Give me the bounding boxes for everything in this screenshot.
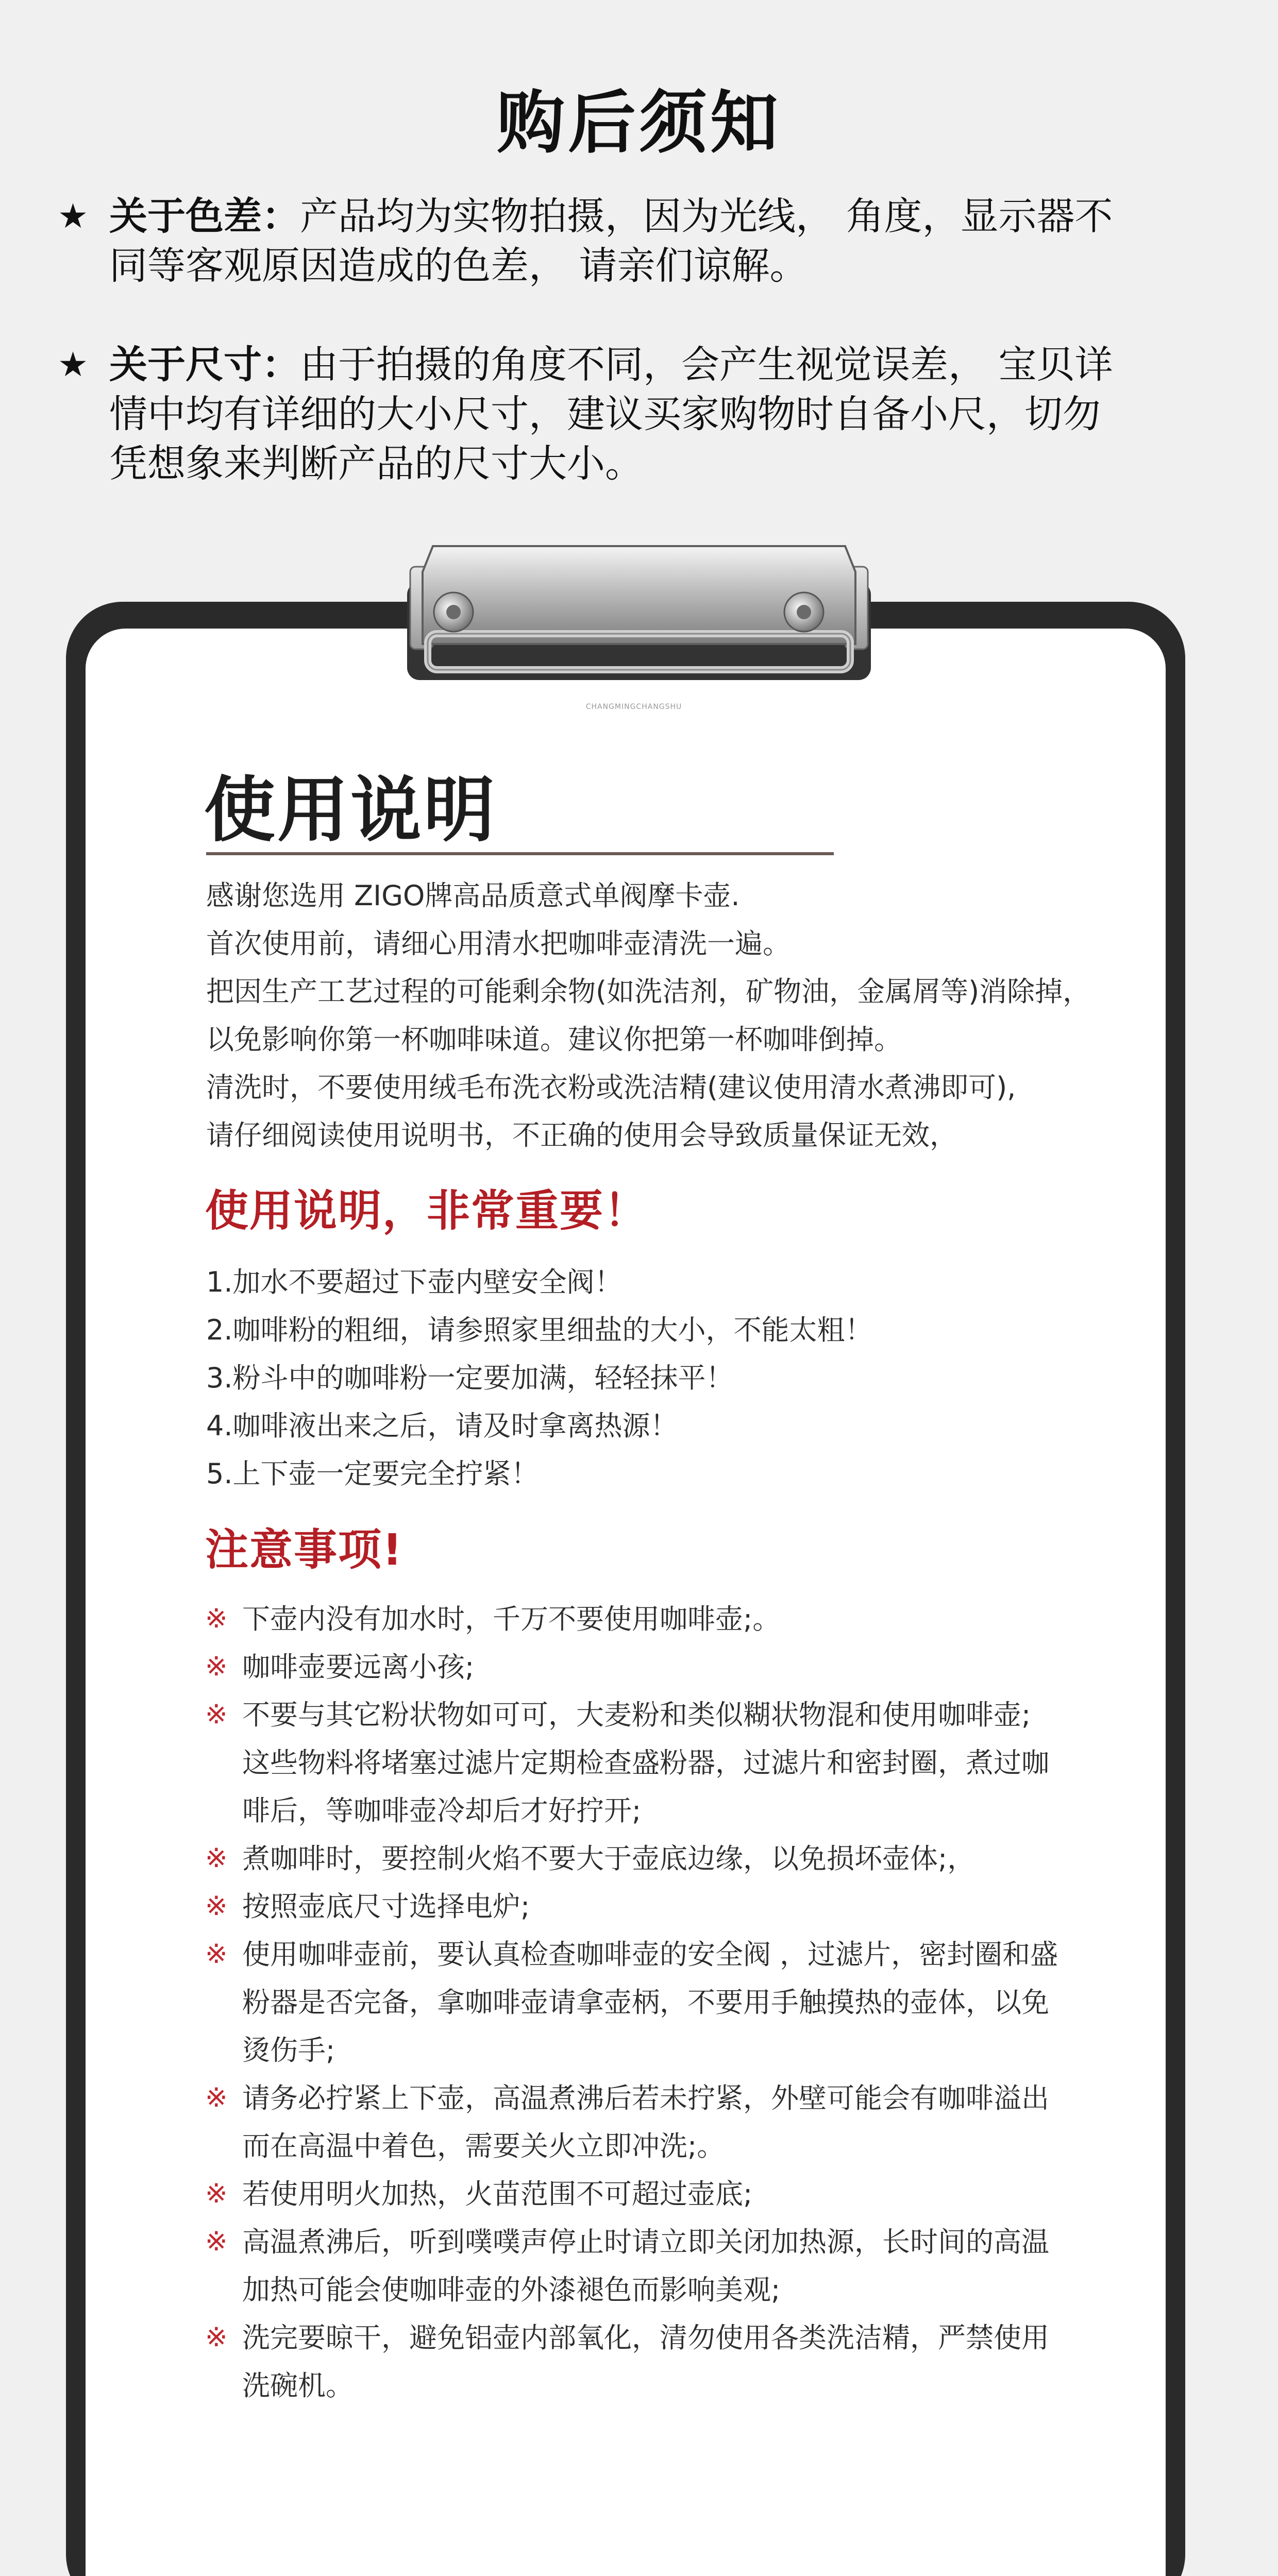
step-item: 2.咖啡粉的粗细，请参照家里细盐的大小，不能太粗！ — [206, 1314, 873, 1346]
caution-line: 粉器是否完备，拿咖啡壶请拿壶柄，不要用手触摸热的壶体，以免 — [242, 1986, 1049, 2019]
caution-item — [205, 2314, 1133, 2410]
step-item: 4.咖啡液出来之后，请及时拿离热源！ — [206, 1410, 678, 1442]
notice-item-text: 由于拍摄的角度不同，会产生视觉误差， 宝贝详 — [300, 343, 1113, 387]
notice-item-body — [109, 192, 1186, 291]
reference-mark-icon: ※ — [205, 2226, 228, 2257]
notice-item-color — [58, 192, 1186, 291]
caution-line: 使用咖啡壶前，要认真检查咖啡壶的安全阀 ，过滤片，密封圈和盛 — [242, 1938, 1058, 1971]
intro-line: 把因生产工艺过程的可能剩余物(如洗洁剂，矿物油，金属屑等)消除掉， — [206, 975, 1091, 1008]
caution-line: 咖啡壶要远离小孩; — [242, 1651, 475, 1683]
notice-item-text: 凭想象来判断产品的尺寸大小。 — [109, 442, 643, 486]
notice-item-heading: 关于尺寸： — [109, 343, 300, 387]
reference-mark-icon: ※ — [205, 1843, 228, 1874]
important-heading: 使用说明，非常重要！ — [205, 1185, 649, 1236]
step-item: 1.加水不要超过下壶内壁安全阀！ — [206, 1266, 623, 1298]
caution-line: 洗碗机。 — [242, 2369, 354, 2402]
intro-line: 以免影响你第一杯咖啡味道。建议你把第一杯咖啡倒掉。 — [206, 1023, 902, 1056]
reference-mark-icon: ※ — [205, 1603, 228, 1634]
notice-item-text: 同等客观原因造成的色差， 请亲们谅解。 — [109, 244, 808, 288]
caution-line: 啡后，等咖啡壶冷却后才好拧开; — [242, 1794, 642, 1827]
reference-mark-icon: ※ — [205, 2082, 228, 2113]
intro-list — [206, 872, 1134, 1159]
caution-item — [205, 1595, 1133, 1643]
intro-line: 清洗时，不要使用绒毛布洗衣粉或洗洁精(建议使用清水煮沸即可), — [206, 1071, 1016, 1104]
caution-line: 洗完要晾干，避免铝壶内部氧化，清勿使用各类洗洁精，严禁使用 — [242, 2321, 1049, 2354]
step-item: 3.粉斗中的咖啡粉一定要加满，轻轻抹平！ — [206, 1362, 734, 1394]
reference-mark-icon: ※ — [205, 2322, 228, 2353]
caution-line: 下壶内没有加水时，千万不要使用咖啡壶;。 — [242, 1603, 781, 1635]
reference-mark-icon: ※ — [205, 1891, 228, 1922]
caution-heading: 注意事项! — [205, 1524, 403, 1575]
board-brand: CHANGMINGCHANGSHU — [585, 703, 682, 711]
instructions-title: 使用说明 — [204, 769, 497, 852]
caution-line: 烫伤手; — [242, 2034, 335, 2066]
caution-line: 若使用明火加热，火苗范围不可超过壶底; — [242, 2178, 753, 2210]
caution-line: 而在高温中着色，需要关火立即冲洗;。 — [242, 2130, 725, 2162]
caution-line: 高温煮沸后，听到噗噗声停止时请立即关闭加热源，长时间的高温 — [242, 2226, 1049, 2258]
reference-mark-icon: ※ — [205, 1699, 228, 1730]
caution-line: 煮咖啡时，要控制火焰不要大于壶底边缘，以免损坏壶体;， — [242, 1842, 976, 1875]
title-divider — [206, 852, 834, 855]
caution-item — [205, 2218, 1133, 2314]
caution-line: 按照壶底尺寸选择电炉; — [242, 1890, 530, 1923]
caution-item — [205, 1691, 1133, 1835]
notice-title: 购后须知 — [497, 83, 781, 163]
notice-item-heading: 关于色差： — [109, 194, 300, 239]
caution-item — [205, 1930, 1133, 2074]
notice-item-body — [109, 340, 1186, 488]
star-icon: ★ — [58, 196, 89, 236]
intro-line: 感谢您选用 ZIGO牌高品质意式单阀摩卡壶. — [206, 879, 740, 912]
caution-line: 加热可能会使咖啡壶的外漆褪色而影响美观; — [242, 2274, 781, 2306]
step-item: 5.上下壶一定要完全拧紧！ — [206, 1458, 539, 1490]
caution-line: 这些物料将堵塞过滤片定期检查盛粉器，过滤片和密封圈，煮过咖 — [242, 1747, 1049, 1779]
intro-line: 首次使用前，请细心用清水把咖啡壶清洗一遍。 — [206, 927, 791, 960]
star-icon: ★ — [58, 345, 89, 384]
notice-item-text: 情中均有详细的大小尺寸，建议买家购物时自备小尺，切勿 — [109, 392, 1101, 436]
clipboard-clip-icon — [402, 536, 876, 680]
reference-mark-icon: ※ — [205, 1651, 228, 1682]
caution-item — [205, 2074, 1133, 2170]
reference-mark-icon: ※ — [205, 2178, 228, 2209]
notice-item-size — [58, 340, 1186, 488]
caution-line: 不要与其它粉状物如可可，大麦粉和类似糊状物混和使用咖啡壶; — [242, 1699, 1031, 1731]
caution-item — [205, 1643, 1133, 1691]
intro-line: 请仔细阅读使用说明书，不正确的使用会导致质量保证无效， — [206, 1119, 957, 1151]
caution-item — [205, 2170, 1133, 2218]
caution-line: 请务必拧紧上下壶，高温煮沸后若未拧紧，外壁可能会有咖啡溢出 — [242, 2082, 1049, 2114]
caution-item — [205, 1835, 1133, 1883]
steps-list — [206, 1258, 1134, 1498]
reference-mark-icon: ※ — [205, 1939, 228, 1970]
notice-item-text: 产品均为实物拍摄，因为光线， 角度，显示器不 — [300, 194, 1113, 239]
caution-list — [205, 1595, 1133, 2410]
caution-item — [205, 1883, 1133, 1930]
